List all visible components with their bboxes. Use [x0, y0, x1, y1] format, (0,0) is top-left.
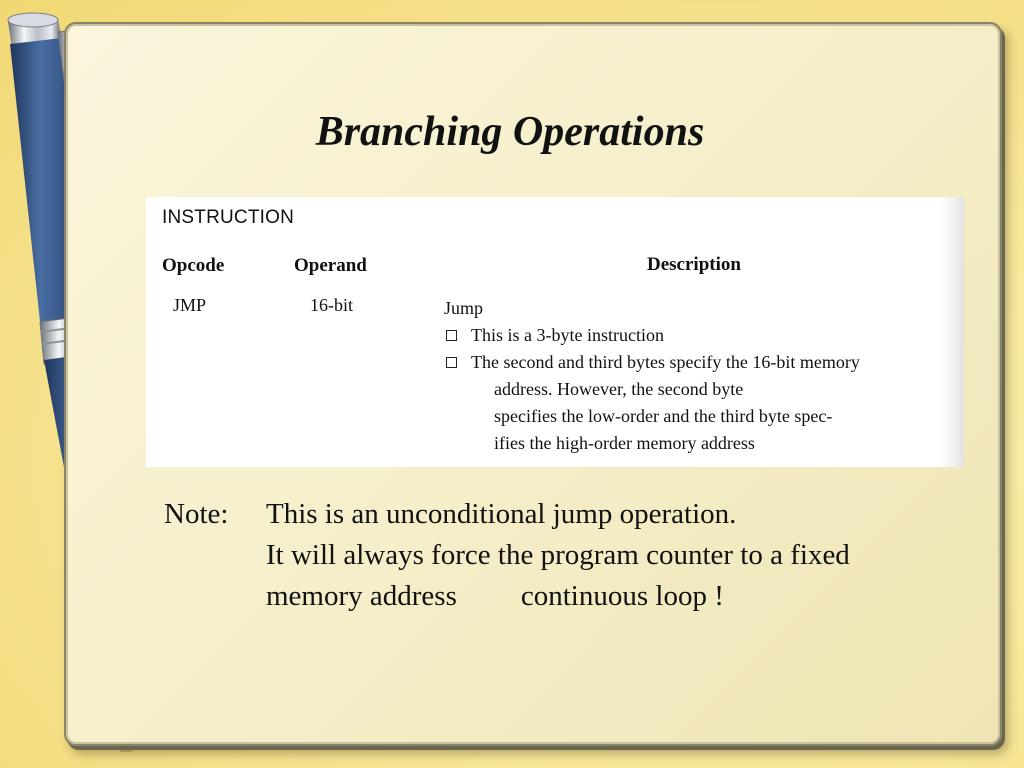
cell-description: [444, 295, 964, 457]
description-bullet: [444, 322, 964, 349]
checkbox-bullet-icon: [446, 357, 457, 368]
column-header-description: Description: [647, 254, 741, 275]
description-continuation: specifies the low-order and the third byte spec-: [494, 406, 833, 426]
description-title: Jump: [444, 298, 484, 318]
column-header-operand: Operand: [294, 255, 367, 276]
column-header-opcode: Opcode: [162, 255, 225, 276]
note-line-part: continuous loop !: [520, 580, 724, 612]
note-text: [266, 494, 966, 617]
description-continuation: address. However, the second byte: [494, 379, 744, 399]
note-line: It will always force the program counter to a fixed: [266, 539, 850, 571]
instruction-table-scan: [146, 197, 964, 467]
table-heading: INSTRUCTION: [162, 207, 295, 228]
note-label: Note:: [164, 498, 229, 530]
cell-opcode: JMP: [173, 295, 207, 315]
description-bullet-text: This is a 3-byte instruction: [471, 325, 664, 345]
checkbox-bullet-icon: [446, 330, 457, 341]
note-line-part: memory address: [266, 580, 457, 612]
description-bullet-text: The second and third bytes specify the 16-bit memory: [471, 352, 860, 372]
description-bullet: [444, 349, 964, 376]
note-line: [266, 576, 966, 617]
note-line: This is an unconditional jump operation.: [266, 498, 737, 530]
description-continuation: ifies the high-order memory address: [494, 433, 755, 453]
cell-operand: 16-bit: [310, 295, 353, 315]
slide-title: Branching Operations: [315, 109, 705, 155]
